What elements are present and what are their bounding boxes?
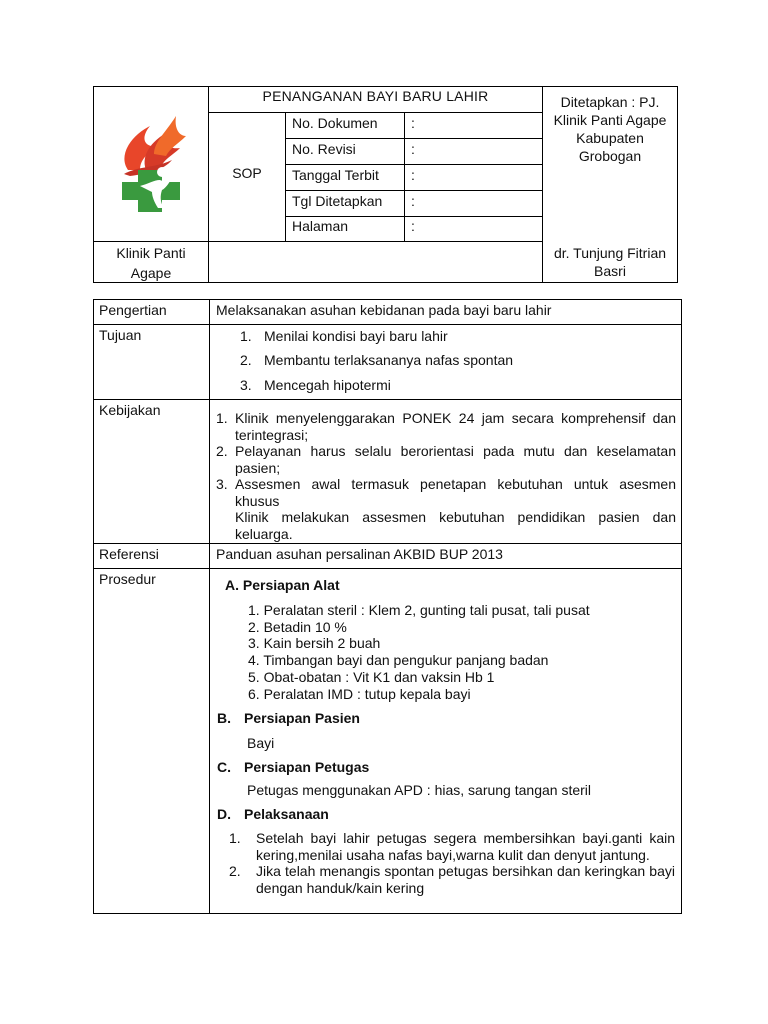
list-item: 2. Jika telah menangis spontan petugas bersihkan dan keringkan bayi dengan handuk/kain kering: [229, 863, 675, 896]
kebijakan-extra: Klinik melakukan assesmen kebutuhan pendidikan pasien dan keluarga.: [235, 509, 676, 542]
list-item: 3. Kain bersih 2 buah: [248, 635, 381, 652]
section-a-list: [248, 602, 590, 702]
section-b-text: Bayi: [247, 735, 275, 751]
section-b-title: Persiapan Pasien: [244, 710, 360, 726]
doc-field-label: Tgl Ditetapkan: [292, 193, 383, 209]
row-label-referensi: Referensi: [99, 546, 159, 562]
ditetapkan-text: Ditetapkan : PJ. Klinik Panti Agape Kabupaten Grobogan: [553, 94, 667, 164]
list-item: 6. Peralatan IMD : tutup kepala bayi: [248, 685, 471, 702]
row-label-pengertian: Pengertian: [99, 302, 167, 318]
kebijakan-text: Pelayanan harus selalu berorientasi pada mutu dan keselamatan pasien;: [235, 443, 676, 476]
section-b-letter: B.: [217, 710, 231, 726]
list-item-text: Peralatan IMD : tutup kepala bayi: [263, 685, 471, 702]
doc-field-value: :: [411, 167, 415, 183]
section-c-title: Persiapan Petugas: [244, 759, 370, 775]
kebijakan-item: [216, 476, 676, 509]
page-title: PENANGANAN BAYI BARU LAHIR: [262, 88, 489, 104]
pengertian-text: Melaksanakan asuhan kebidanan pada bayi baru lahir: [216, 302, 552, 318]
kebijakan-item: [216, 410, 676, 443]
tujuan-item: Menilai kondisi bayi baru lahir: [264, 328, 448, 344]
list-item-text: Obat-obatan : Vit K1 dan vaksin Hb 1: [263, 668, 495, 685]
signatory-name: dr. Tunjung Fitrian Basri: [553, 245, 667, 279]
doc-field-value: :: [411, 218, 415, 234]
doc-field-value: :: [411, 115, 415, 131]
section-d-title: Pelaksanaan: [244, 806, 329, 822]
section-c-letter: C.: [217, 759, 231, 775]
kebijakan-list: [216, 410, 676, 542]
list-item-text: Jika telah menangis spontan petugas bersihkan dan keringkan bayi dengan handuk/kain kering: [256, 863, 675, 896]
row-label-tujuan: Tujuan: [99, 327, 142, 343]
doc-field-label: No. Dokumen: [292, 115, 378, 131]
section-d-list: [229, 830, 675, 896]
list-item: 2. Betadin 10 %: [248, 618, 347, 635]
doc-field-label: Tanggal Terbit: [292, 167, 379, 183]
tujuan-item: Membantu terlaksananya nafas spontan: [264, 352, 514, 368]
row-label-prosedur: Prosedur: [99, 571, 156, 587]
row-label-kebijakan: Kebijakan: [99, 402, 161, 418]
list-item-text: Peralatan steril : Klem 2, gunting tali pusat, tali pusat: [263, 602, 590, 618]
tujuan-num: 1.: [240, 328, 252, 344]
kebijakan-text: Assesmen awal termasuk penetapan kebutuhan untuk asesmen khusus: [235, 476, 676, 509]
doc-field-label: Halaman: [292, 218, 349, 234]
kebijakan-text: Klinik menyelenggarakan PONEK 24 jam secara komprehensif dan terintegrasi;: [235, 410, 676, 443]
section-d-letter: D.: [217, 806, 231, 822]
list-item-text: Setelah bayi lahir petugas segera membersihkan bayi.ganti kain kering,menilai usaha nafas bayi,warna kulit dan denyut jantung.: [256, 830, 675, 863]
kebijakan-item: [216, 443, 676, 476]
kebijakan-num: 3.: [216, 476, 228, 492]
doc-field-value: :: [411, 193, 415, 209]
section-a-title: A. Persiapan Alat: [225, 577, 340, 593]
clinic-name: Klinik Panti Agape: [116, 245, 186, 281]
tujuan-num: 2.: [240, 352, 252, 368]
doc-field-label: No. Revisi: [292, 141, 356, 157]
list-item-text: Timbangan bayi dan pengukur panjang badan: [263, 652, 549, 669]
list-item-text: Kain bersih 2 buah: [263, 635, 381, 652]
kebijakan-num: 2.: [216, 443, 228, 459]
kebijakan-num: 1.: [216, 410, 228, 426]
clinic-logo-icon: [110, 108, 196, 218]
list-item-text: Betadin 10 %: [263, 618, 347, 635]
tujuan-item: Mencegah hipotermi: [264, 377, 391, 393]
section-c-text: Petugas menggunakan APD : hias, sarung tangan steril: [247, 782, 591, 798]
list-item: 1. Peralatan steril : Klem 2, gunting tali pusat, tali pusat: [248, 602, 590, 618]
list-item: 1. Setelah bayi lahir petugas segera membersihkan bayi.ganti kain kering,menilai usaha nafas bayi,warna kulit dan denyut jantung.: [229, 830, 675, 863]
referensi-text: Panduan asuhan persalinan AKBID BUP 2013: [216, 546, 503, 562]
sop-label: SOP: [232, 165, 262, 181]
list-item: 4. Timbangan bayi dan pengukur panjang badan: [248, 652, 549, 669]
doc-field-value: :: [411, 141, 415, 157]
list-item: 5. Obat-obatan : Vit K1 dan vaksin Hb 1: [248, 668, 495, 685]
tujuan-num: 3.: [240, 377, 252, 393]
